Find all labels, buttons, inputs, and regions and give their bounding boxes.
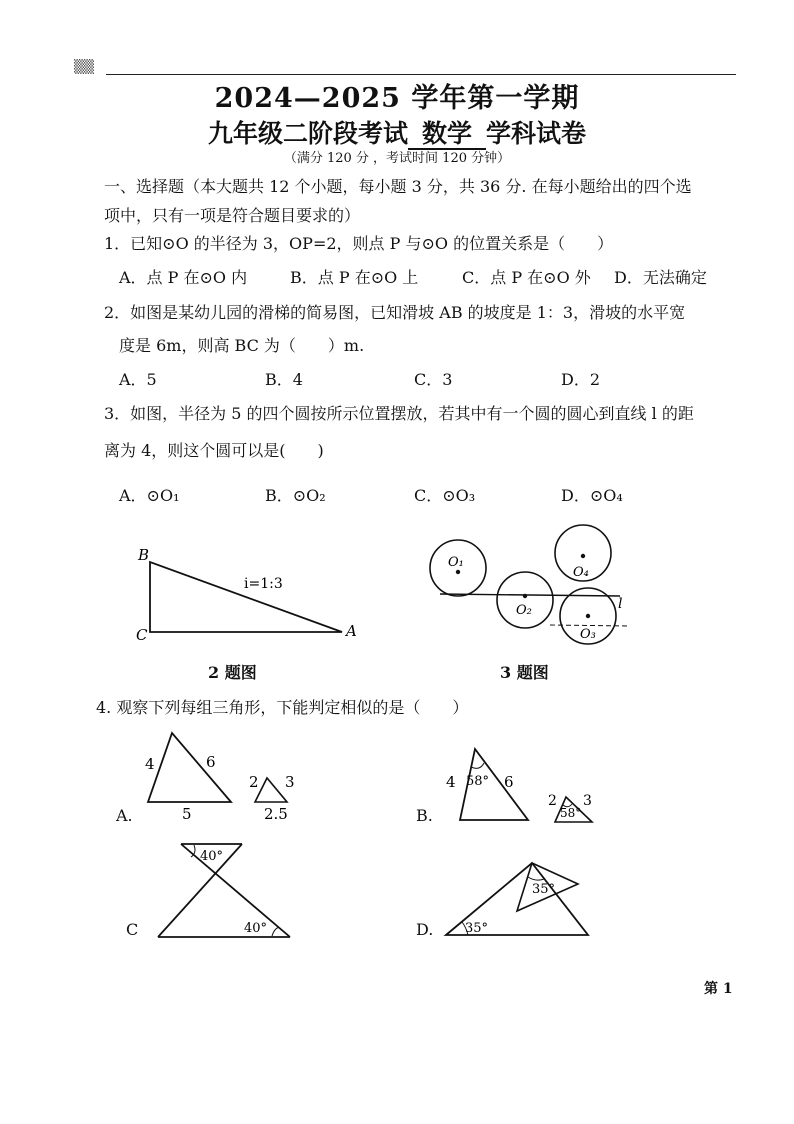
q2-stem-line1: 2．如图是某幼儿园的滑梯的简易图，已知滑坡 AB 的坡度是 1：3，滑坡的水平宽 xyxy=(104,303,686,322)
q4-option-c-figure xyxy=(150,838,310,942)
a-small-base: 2.5 xyxy=(264,805,288,823)
b-big-angle: 58° xyxy=(466,774,490,789)
figure-3-circles xyxy=(420,520,640,650)
slide-triangle xyxy=(150,562,342,632)
q2-option-c: C．3 xyxy=(414,370,453,389)
exam-title-suffix: 学科试卷 xyxy=(486,119,587,148)
b-small-angle: 58° xyxy=(560,806,582,820)
slope-label: i=1:3 xyxy=(244,576,283,592)
q3-stem-line2: 离为 4，则这个圆可以是( ) xyxy=(104,441,324,460)
exam-title xyxy=(0,114,794,150)
q1-option-b: B．点 P 在⊙O 上 xyxy=(290,268,419,287)
a-big-right: 6 xyxy=(206,753,216,771)
q3-option-c: C．⊙O₃ xyxy=(414,486,476,505)
corner-mark: ▒▒ xyxy=(74,60,94,75)
header-rule xyxy=(106,74,736,75)
center-o3 xyxy=(586,614,590,618)
q3-option-b: B．⊙O₂ xyxy=(265,486,326,505)
b-small-right: 3 xyxy=(583,793,592,809)
section-heading-line1: 一、选择题（本大题共 12 个小题，每小题 3 分，共 36 分. 在每小题给出的四个选 xyxy=(104,177,692,196)
q4-option-b-figure xyxy=(420,735,620,830)
a-big-base: 5 xyxy=(182,805,192,823)
label-B: B xyxy=(138,546,150,564)
label-C: C xyxy=(136,626,148,644)
q4-option-d-letter: D. xyxy=(416,920,434,939)
figure-2-caption: 2 题图 xyxy=(208,663,257,682)
q4-option-d-figure xyxy=(440,855,600,945)
center-o4 xyxy=(581,554,585,558)
circle-o2 xyxy=(497,572,553,628)
b-big-left: 4 xyxy=(446,773,456,791)
d-inner-angle: 35° xyxy=(532,882,556,897)
q2-option-a: A．5 xyxy=(119,370,157,389)
big-triangle-a xyxy=(148,733,231,802)
c-angle-arc-bottom xyxy=(272,927,279,936)
angle-arc-b-big xyxy=(471,763,484,768)
c-cross-line-1 xyxy=(181,844,290,937)
label-o3: O₃ xyxy=(580,627,596,642)
q1-option-c: C．点 P 在⊙O 外 xyxy=(462,268,591,287)
a-small-right: 3 xyxy=(285,773,295,791)
c-top-angle: 40° xyxy=(200,849,224,864)
exam-title-year: 2024—2025 学年第一学期 xyxy=(214,83,580,114)
q4-option-a-figure xyxy=(110,725,310,825)
label-l: l xyxy=(618,596,623,612)
exam-title-grade: 九年级二阶段考试 xyxy=(207,119,408,148)
b-small-left: 2 xyxy=(548,793,557,809)
a-big-left: 4 xyxy=(145,755,155,773)
q3-option-d: D．⊙O₄ xyxy=(561,486,623,505)
d-angle-arc-inner xyxy=(528,877,544,880)
q2-option-d: D．2 xyxy=(561,370,601,389)
center-o2 xyxy=(523,594,527,598)
q3-option-a: A．⊙O₁ xyxy=(119,486,180,505)
exam-subtitle: （满分 120 分 ，考试时间 120 分钟） xyxy=(283,151,511,166)
q1-option-a: A．点 P 在⊙O 内 xyxy=(119,268,248,287)
d-outer-angle: 35° xyxy=(465,921,489,936)
label-o2: O₂ xyxy=(516,603,532,618)
q2-stem-line2: 度是 6m，则高 BC 为（ ）m. xyxy=(119,336,365,355)
q4-option-b-letter: B. xyxy=(416,806,433,825)
q4-option-c-letter: C xyxy=(126,920,139,939)
label-o4: O₄ xyxy=(573,565,589,580)
center-o1 xyxy=(456,570,460,574)
small-triangle-a xyxy=(255,778,287,802)
b-big-right: 6 xyxy=(504,773,514,791)
page-number: 第 1 xyxy=(704,981,733,997)
figure-3-caption: 3 题图 xyxy=(500,663,549,682)
c-bottom-angle: 40° xyxy=(244,921,268,936)
label-o1: O₁ xyxy=(448,555,464,570)
q4-option-a-letter: A. xyxy=(116,806,133,825)
q1-stem: 1．已知⊙O 的半径为 3，OP=2，则点 P 与⊙O 的位置关系是（ ） xyxy=(104,234,614,253)
label-A: A xyxy=(346,622,357,640)
q1-option-d: D．无法确定 xyxy=(614,268,707,287)
a-small-left: 2 xyxy=(249,773,259,791)
q4-stem: 4. 观察下列每组三角形，下能判定相似的是（ ） xyxy=(96,698,469,717)
q2-option-b: B．4 xyxy=(265,370,303,389)
figure-2-slide xyxy=(130,540,370,650)
q3-stem-line1: 3．如图，半径为 5 的四个圆按所示位置摆放，若其中有一个圆的圆心到直线 l 的距 xyxy=(104,404,694,423)
section-heading-line2: 项中，只有一项是符合题目要求的） xyxy=(104,206,361,225)
exam-title-subject: 数学 xyxy=(408,119,486,150)
